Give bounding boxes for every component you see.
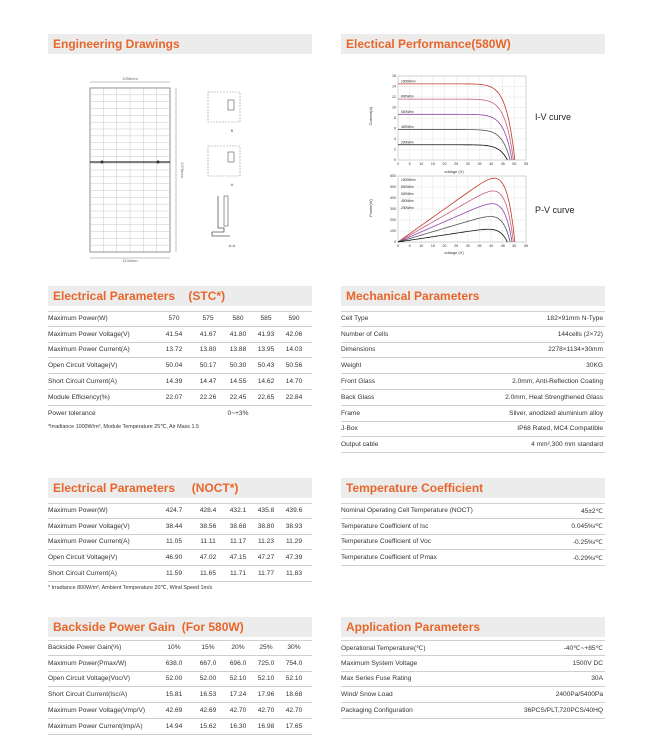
temperature-table	[341, 503, 605, 566]
y-tick-label: 600	[390, 174, 396, 179]
stc-row	[48, 311, 312, 327]
noct-label: Maximum Power Voltage(V)	[48, 522, 130, 530]
stc-row	[48, 390, 312, 406]
back-label: Open Circuit Voltage(Voc/V)	[48, 675, 131, 683]
x-tick-label: 30	[465, 244, 470, 248]
mech-row	[341, 311, 605, 327]
stc-table	[48, 311, 312, 422]
mech-value: 144cells (2×72)	[557, 330, 603, 338]
noct-row	[48, 566, 312, 582]
app-value: 30A	[591, 675, 603, 683]
temp-value: -0.25%/℃	[572, 538, 603, 546]
temp-row	[341, 519, 605, 535]
backside-table	[48, 640, 312, 735]
stc-cell: 42.06	[285, 330, 303, 338]
stc-cell: 50.43	[257, 362, 275, 370]
app-row	[341, 640, 605, 656]
temp-row	[341, 535, 605, 551]
x-tick-label: 45	[500, 244, 505, 248]
stc-cell: 41.54	[165, 330, 183, 338]
stc-row	[48, 343, 312, 359]
x-tick-label: 10	[419, 244, 424, 248]
back-cell: 18.68	[285, 691, 303, 699]
back-row	[48, 656, 312, 672]
back-row	[48, 672, 312, 688]
section-engineering-drawings: Engineering Drawings	[48, 34, 312, 54]
temp-value: 45±2℃	[580, 507, 603, 515]
mech-label: Weight	[341, 362, 362, 370]
legend-label: 1000W/m²	[401, 79, 416, 84]
app-value: 36PCS/PLT,720PCS/40HQ	[523, 707, 603, 715]
stc-cell: 14.55	[229, 378, 247, 386]
view-aa-label: A-A	[228, 243, 236, 248]
x-tick-label: 50	[512, 244, 517, 248]
back-cell: 42.69	[165, 707, 183, 715]
temp-value: -0.29%/℃	[572, 554, 603, 562]
back-cell: 17.24	[229, 691, 247, 699]
mech-row	[341, 437, 605, 453]
mech-row	[341, 327, 605, 343]
back-cell: 15.81	[165, 691, 183, 699]
stc-label: Maximum Power Voltage(V)	[48, 330, 130, 338]
back-row	[48, 640, 312, 656]
x-tick-label: 20	[442, 244, 447, 248]
temp-label: Temperature Coefficient of Pmax	[341, 554, 437, 562]
app-row	[341, 703, 605, 719]
mech-value: Silver, anodized aluminium alloy	[509, 409, 603, 417]
iv-curve-title: I-V curve	[535, 112, 572, 122]
stc-cell: 13.80	[199, 346, 217, 354]
back-label: Short Circuit Current(Isc/A)	[48, 691, 128, 699]
engineering-drawing	[60, 72, 290, 262]
stc-label: Short Circuit Current(A)	[48, 378, 117, 386]
noct-cell: 11.65	[199, 570, 216, 578]
x-tick-label: 55	[524, 244, 528, 248]
back-cell: 15.62	[199, 722, 217, 730]
back-cell: 42.69	[199, 707, 217, 715]
app-value: 2400Pa/5400Pa	[555, 691, 603, 699]
noct-row	[48, 503, 312, 519]
application-table	[341, 640, 605, 719]
y-tick-label: 500	[390, 185, 396, 190]
temp-label: Nominal Operating Cell Temperature (NOCT)	[341, 507, 473, 515]
back-cell: 17.65	[285, 722, 303, 730]
y-tick-label: 0	[394, 240, 396, 245]
mech-row	[341, 422, 605, 438]
detail-view-a	[208, 146, 240, 187]
mech-row	[341, 374, 605, 390]
back-row	[48, 687, 312, 703]
stc-cell: 22.45	[229, 393, 247, 401]
detail-view-b	[208, 92, 240, 133]
app-label: Packaging Configuration	[341, 707, 413, 715]
noct-cell: 38.80	[257, 522, 275, 530]
stc-cell: 50.04	[165, 362, 183, 370]
back-cell: 42.70	[229, 707, 247, 715]
stc-cell: 13.95	[257, 346, 275, 354]
pv-ylabel: Power(W)	[368, 199, 373, 217]
noct-cell: 11.77	[257, 570, 274, 578]
section-application: Application Parameters	[341, 617, 605, 637]
legend-label: 200W/m²	[401, 206, 414, 210]
noct-cell: 11.59	[165, 570, 182, 578]
back-cell: 52.10	[285, 675, 303, 683]
module-front-view	[90, 76, 185, 262]
y-tick-label: 6	[394, 126, 396, 131]
stc-row	[48, 358, 312, 374]
back-cell: 52.00	[165, 675, 183, 683]
legend-label: 600W/m²	[401, 109, 414, 114]
back-label: Maximum Power Current(Imp/A)	[48, 722, 143, 730]
noct-cell: 38.44	[165, 522, 183, 530]
mech-label: Back Glass	[341, 393, 375, 401]
noct-cell: 47.02	[199, 554, 217, 562]
app-label: Max Series Fuse Rating	[341, 675, 412, 683]
temp-label: Temperature Coefficient of Voc	[341, 538, 432, 546]
section-electrical-performance: Electical Performance(580W)	[341, 34, 605, 54]
noct-cell: 11.11	[200, 538, 216, 546]
stc-cell: 14.47	[199, 378, 217, 386]
noct-cell: 424.7	[165, 507, 183, 515]
top-dimension: 1096mm	[122, 76, 138, 81]
back-cell: 754.0	[285, 659, 303, 667]
x-tick-label: 0	[397, 162, 399, 166]
x-tick-label: 15	[430, 162, 435, 166]
x-tick-label: 0	[397, 244, 399, 248]
stc-cell: 590	[288, 315, 300, 323]
noct-label: Maximum Power Current(A)	[48, 538, 130, 546]
section-electrical-stc: Electrical Parameters (STC*)	[48, 286, 312, 306]
tolerance-label: Power tolerance	[48, 410, 96, 418]
y-tick-label: 12	[392, 95, 396, 100]
noct-cell: 38.93	[285, 522, 303, 530]
x-tick-label: 50	[512, 162, 517, 166]
back-cell: 14.94	[165, 722, 183, 730]
stc-cell: 22.65	[257, 393, 275, 401]
mech-label: Frame	[341, 409, 361, 417]
noct-note: * Irradiance 800W/m², Ambient Temperature 20℃, Wind Speed 1m/s	[48, 585, 213, 591]
noct-cell: 11.29	[285, 538, 302, 546]
stc-cell: 580	[232, 315, 244, 323]
back-cell: 42.70	[257, 707, 275, 715]
stc-label: Open Circuit Voltage(V)	[48, 362, 118, 370]
back-cell: 42.70	[285, 707, 303, 715]
side-dimension: 2278mm	[180, 162, 185, 178]
legend-label: 600W/m²	[401, 192, 414, 196]
stc-cell: 41.80	[229, 330, 247, 338]
back-cell: 20%	[231, 644, 245, 652]
back-cell: 52.10	[257, 675, 275, 683]
x-tick-label: 5	[408, 162, 411, 166]
back-cell: 30%	[287, 644, 301, 652]
noct-cell: 11.05	[165, 538, 182, 546]
noct-cell: 47.27	[257, 554, 275, 562]
x-tick-label: 35	[477, 244, 482, 248]
stc-note: *Irradiance 1000W/m², Module Temperature 25℃, Air Mass 1.5	[48, 424, 199, 430]
mech-row	[341, 406, 605, 422]
noct-cell: 47.39	[285, 554, 303, 562]
temp-row	[341, 503, 605, 519]
legend-label: 800W/m²	[401, 94, 414, 99]
x-tick-label: 10	[419, 162, 424, 166]
y-tick-label: 400	[390, 196, 396, 201]
mech-label: Dimensions	[341, 346, 376, 354]
noct-cell: 11.17	[229, 538, 246, 546]
x-tick-label: 45	[500, 162, 505, 166]
stc-label: Maximum Power(W)	[48, 315, 108, 323]
back-cell: 17.96	[257, 691, 275, 699]
y-tick-label: 100	[390, 229, 396, 234]
back-cell: 696.0	[229, 659, 247, 667]
y-tick-label: 14	[392, 84, 396, 89]
noct-cell: 38.68	[229, 522, 247, 530]
stc-cell: 570	[168, 315, 180, 323]
x-tick-label: 25	[454, 244, 459, 248]
back-row	[48, 719, 312, 735]
mech-label: Front Glass	[341, 378, 376, 386]
app-label: Maximum System Voltage	[341, 659, 418, 667]
app-label: Wind/ Snow Load	[341, 691, 393, 699]
back-cell: 667.0	[199, 659, 217, 667]
iv-xlabel: voltage (V)	[444, 169, 464, 174]
noct-cell: 11.23	[257, 538, 274, 546]
iv-chart	[368, 72, 528, 179]
noct-cell: 47.15	[229, 554, 247, 562]
mech-row	[341, 390, 605, 406]
back-cell: 52.00	[199, 675, 217, 683]
section-electrical-noct: Electrical Parameters (NOCT*)	[48, 478, 312, 498]
stc-cell: 13.88	[229, 346, 247, 354]
stc-cell: 14.70	[285, 378, 303, 386]
noct-label: Open Circuit Voltage(V)	[48, 554, 118, 562]
stc-label: Maximum Power Current(A)	[48, 346, 130, 354]
stc-cell: 14.39	[165, 378, 183, 386]
stc-cell: 22.84	[285, 393, 303, 401]
legend-label: 400W/m²	[401, 199, 414, 203]
tolerance-value: 0~+3%	[227, 410, 249, 418]
noct-cell: 432.1	[229, 507, 247, 515]
mech-label: J-Box	[341, 425, 358, 433]
back-label: Maximum Power Voltage(Vmp/V)	[48, 707, 146, 715]
noct-cell: 11.83	[285, 570, 302, 578]
y-tick-label: 2	[394, 147, 396, 152]
mech-label: Output cable	[341, 441, 379, 449]
legend-label: 1000W/m²	[401, 178, 416, 182]
pv-chart	[368, 172, 528, 258]
y-tick-label: 8	[394, 116, 396, 121]
legend-label: 400W/m²	[401, 125, 414, 130]
app-row	[341, 687, 605, 703]
section-mechanical: Mechanical Parameters	[341, 286, 605, 306]
legend-label: 200W/m²	[401, 140, 414, 145]
iv-ylabel: Current(A)	[368, 106, 373, 126]
legend-label: 800W/m²	[401, 185, 414, 189]
noct-cell: 38.56	[199, 522, 217, 530]
app-label: Operational Temperature(℃)	[341, 644, 426, 652]
back-cell: 638.0	[165, 659, 183, 667]
x-tick-label: 15	[430, 244, 435, 248]
tolerance-row	[48, 406, 312, 422]
y-tick-label: 0	[394, 158, 396, 163]
y-tick-label: 16	[392, 74, 396, 79]
noct-row	[48, 550, 312, 566]
x-tick-label: 40	[489, 244, 494, 248]
temp-row	[341, 550, 605, 566]
stc-cell: 13.72	[165, 346, 183, 354]
back-cell: 16.53	[199, 691, 217, 699]
stc-row	[48, 374, 312, 390]
back-row	[48, 703, 312, 719]
x-tick-label: 25	[454, 162, 459, 166]
stc-cell: 22.26	[199, 393, 217, 401]
x-tick-label: 5	[408, 244, 411, 248]
mech-value: 2.0mm, Heat Strengthened Glass	[505, 393, 603, 401]
noct-cell: 11.71	[229, 570, 246, 578]
stc-cell: 14.62	[257, 378, 275, 386]
x-tick-label: 20	[442, 162, 447, 166]
mech-value: 4 mm²,300 mm standard	[531, 441, 603, 449]
stc-cell: 575	[202, 315, 214, 323]
mech-label: Cell Type	[341, 315, 369, 323]
bottom-dimension: 1134mm	[122, 258, 138, 262]
back-label: Maximum Power(Pmax/W)	[48, 659, 127, 667]
stc-cell: 41.67	[199, 330, 217, 338]
back-label: Backside Power Gain(%)	[48, 644, 122, 652]
view-b-label: B	[230, 128, 234, 133]
temp-label: Temperature Coefficient of Isc	[341, 522, 429, 530]
noct-table	[48, 503, 312, 582]
mech-value: 2278×1134×30mm	[548, 346, 603, 354]
mech-row	[341, 343, 605, 359]
mech-value: 2.0mm, Anti-Reflection Coating	[512, 378, 603, 386]
back-cell: 25%	[259, 644, 273, 652]
temp-value: 0.045%/℃	[571, 523, 603, 531]
app-value: -40℃~+85℃	[563, 644, 603, 652]
mech-label: Number of Cells	[341, 330, 389, 338]
mech-value: 182×91mm N-Type	[546, 315, 603, 323]
section-backside-gain: Backside Power Gain (For 580W)	[48, 617, 312, 637]
stc-cell: 41.93	[257, 330, 275, 338]
pv-curve-title: P-V curve	[535, 205, 575, 215]
pv-xlabel: voltage (V)	[444, 250, 464, 255]
noct-cell: 439.6	[285, 507, 303, 515]
noct-cell: 428.4	[199, 507, 217, 515]
noct-label: Maximum Power(W)	[48, 507, 108, 515]
back-cell: 725.0	[257, 659, 275, 667]
x-tick-label: 35	[477, 162, 482, 166]
app-value: 1500V DC	[572, 659, 603, 667]
app-row	[341, 672, 605, 688]
x-tick-label: 55	[524, 162, 528, 166]
stc-cell: 14.03	[285, 346, 303, 354]
stc-cell: 50.56	[285, 362, 303, 370]
view-a-label: A	[230, 182, 234, 187]
noct-row	[48, 519, 312, 535]
app-row	[341, 656, 605, 672]
section-temperature: Temperature Coefficient	[341, 478, 605, 498]
x-tick-label: 40	[489, 162, 494, 166]
stc-row	[48, 327, 312, 343]
y-tick-label: 200	[390, 218, 396, 223]
back-cell: 16.98	[257, 722, 275, 730]
noct-row	[48, 535, 312, 551]
mech-row	[341, 358, 605, 374]
noct-cell: 435.8	[257, 507, 275, 515]
noct-cell: 46.90	[165, 554, 183, 562]
section-view-aa	[212, 196, 236, 248]
mech-value: 30KG	[586, 362, 603, 370]
y-tick-label: 10	[392, 105, 396, 110]
stc-cell: 50.30	[229, 362, 247, 370]
back-cell: 10%	[167, 644, 181, 652]
noct-label: Short Circuit Current(A)	[48, 570, 117, 578]
back-cell: 15%	[201, 644, 215, 652]
y-tick-label: 4	[394, 137, 396, 142]
y-tick-label: 300	[390, 207, 396, 212]
stc-cell: 585	[260, 315, 272, 323]
mech-value: IP68 Rated, MC4 Compatible	[517, 425, 603, 433]
x-tick-label: 30	[465, 162, 470, 166]
mechanical-table	[341, 311, 605, 453]
stc-label: Module Efficiency(%)	[48, 393, 110, 401]
stc-cell: 50.17	[199, 362, 217, 370]
stc-cell: 22.07	[165, 393, 183, 401]
back-cell: 52.10	[229, 675, 247, 683]
back-cell: 16.30	[229, 722, 247, 730]
